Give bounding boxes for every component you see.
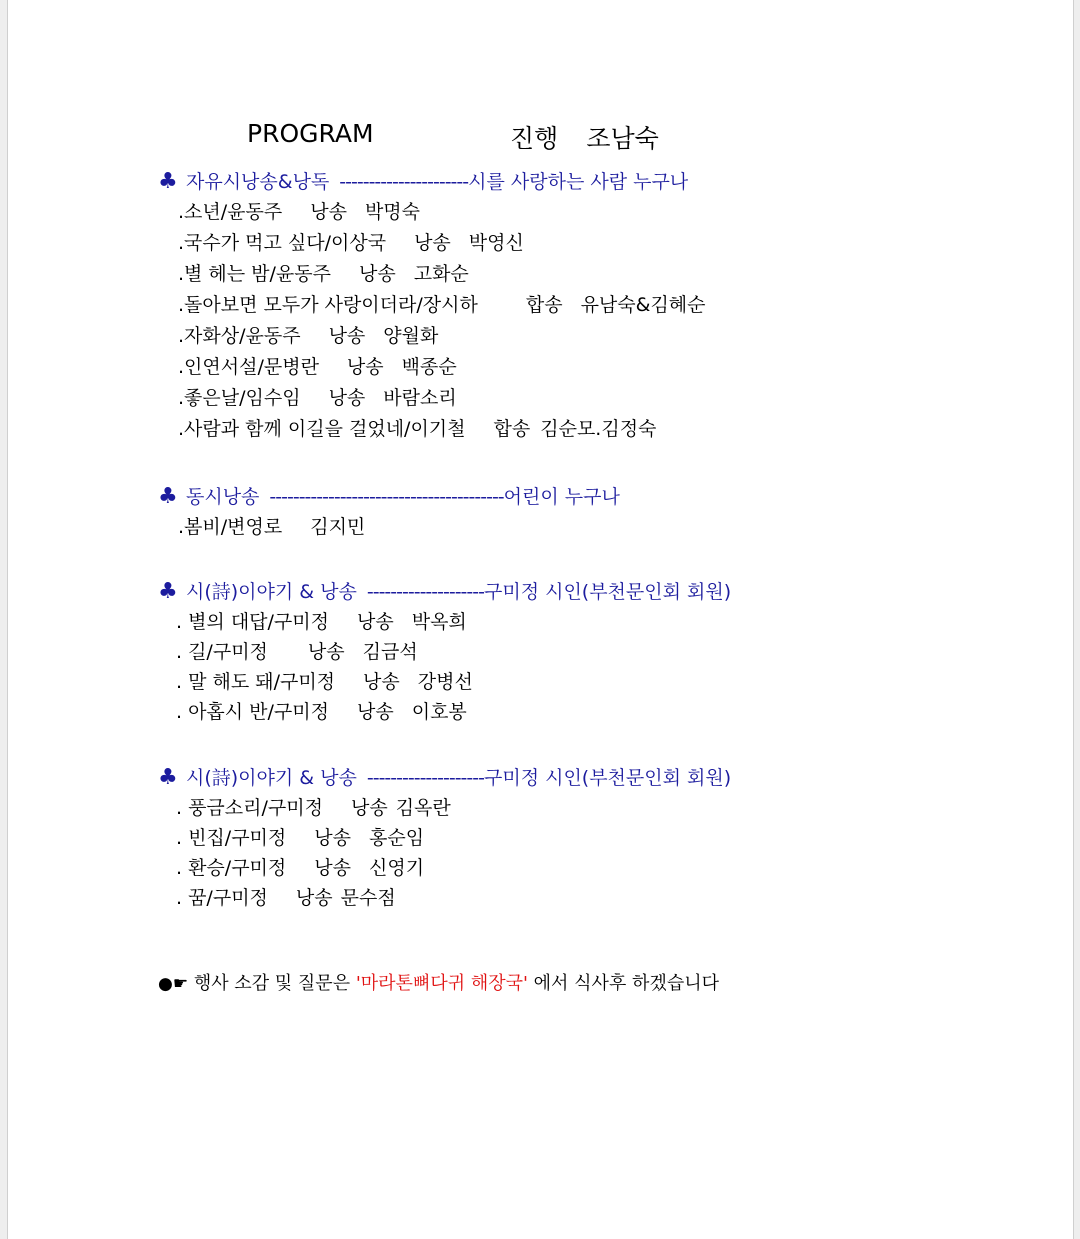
- item-reader: 바람소리: [383, 387, 457, 409]
- list-item: [158, 228, 1018, 259]
- list-item: [158, 259, 1018, 290]
- list-item: [158, 321, 1018, 352]
- list-item: [158, 853, 1018, 883]
- page-right-edge: [1073, 0, 1080, 1239]
- item-work: . 길/구미정: [176, 641, 268, 663]
- item-reader: 홍순임: [368, 827, 425, 849]
- section-title: 동시낭송: [186, 486, 260, 508]
- list-item: [158, 667, 1018, 697]
- section-title-row: [158, 576, 1018, 607]
- item-work: . 빈집/구미정: [176, 827, 287, 849]
- item-role: 낭송: [359, 263, 396, 285]
- item-reader: 박명숙: [364, 201, 420, 223]
- club-icon: ♣: [158, 484, 178, 509]
- host-label: 진행: [510, 124, 559, 153]
- item-role: 낭송: [328, 325, 366, 347]
- list-item: [158, 793, 1018, 823]
- list-item: [158, 637, 1018, 667]
- note-text-after: 에서 식사후 하겠습니다: [533, 973, 719, 994]
- host-name: 조남숙: [586, 124, 659, 153]
- club-icon: ♣: [158, 169, 178, 194]
- item-role: 낭송: [307, 641, 345, 663]
- item-reader: 박옥희: [411, 611, 467, 633]
- item-reader: 강병선: [417, 671, 473, 693]
- section-audience: 어린이 누구나: [503, 486, 620, 508]
- item-role: 합송: [525, 294, 563, 316]
- item-reader: 유남숙&김혜순: [580, 294, 706, 316]
- program-list: [158, 512, 1018, 543]
- item-reader: 백종순: [401, 356, 457, 378]
- section-title-row: [158, 166, 1018, 197]
- item-work: .자화상/윤동주: [178, 325, 301, 347]
- section-title-row: [158, 481, 1018, 512]
- program-list: [158, 607, 1018, 727]
- item-reader: 문수점: [340, 887, 396, 909]
- section-dashes: --------------------: [366, 581, 484, 603]
- section-poetry-talk-1: [158, 576, 1018, 727]
- section-children-poetry: [158, 481, 1018, 543]
- program-list: [158, 793, 1018, 913]
- program-list: [158, 197, 1018, 445]
- item-role: 낭송: [357, 611, 394, 633]
- item-reader: 고화순: [413, 263, 469, 285]
- note-text-before: 행사 소감 및 질문은: [193, 973, 351, 994]
- section-title: 시(詩)이야기 & 낭송: [186, 767, 357, 789]
- item-role: 합송: [493, 418, 531, 440]
- item-reader: 김옥란: [395, 797, 451, 819]
- list-item: [158, 512, 1018, 543]
- list-item: [158, 414, 1018, 445]
- club-icon: ♣: [158, 579, 178, 604]
- list-item: [158, 883, 1018, 913]
- item-work: . 풍금소리/구미정: [176, 797, 323, 819]
- item-work: .소년/윤동주: [178, 201, 283, 223]
- item-reader: 양월화: [383, 325, 439, 347]
- item-work: .좋은날/임수임: [178, 387, 301, 409]
- item-reader: 이호봉: [411, 701, 467, 723]
- program-title: PROGRAM: [247, 119, 374, 148]
- section-poetry-talk-2: [158, 762, 1018, 913]
- club-icon: ♣: [158, 765, 178, 790]
- item-role: 낭송: [328, 387, 366, 409]
- note-venue: '마라톤뼈다귀 해장국': [355, 973, 528, 994]
- section-title: 자유시낭송&낭독: [186, 171, 330, 193]
- item-work: .봄비/변영로: [178, 516, 283, 538]
- list-item: [158, 383, 1018, 414]
- item-work: .인연서설/문병란: [178, 356, 319, 378]
- item-reader: 박영신: [468, 232, 524, 254]
- list-item: [158, 823, 1018, 853]
- item-role: 낭송: [295, 887, 333, 909]
- item-work: .돌아보면 모두가 사랑이더라/장시하: [178, 294, 478, 316]
- item-reader: 신영기: [368, 857, 425, 879]
- list-item: [158, 290, 1018, 321]
- item-work: . 말 해도 돼/구미정: [176, 671, 336, 693]
- list-item: [158, 697, 1018, 727]
- item-work: .사람과 함께 이길을 걸었네/이기철: [178, 418, 466, 440]
- section-audience: 구미정 시인(부천문인회 회원): [483, 581, 732, 603]
- pointing-hand-icon: ●☛: [158, 974, 189, 994]
- list-item: [158, 607, 1018, 637]
- host-line: [510, 119, 659, 155]
- item-role: 낭송: [314, 827, 351, 849]
- list-item: [158, 197, 1018, 228]
- section-title-row: [158, 762, 1018, 793]
- page-left-edge: [0, 0, 8, 1239]
- program-header: [158, 119, 1018, 159]
- section-dashes: --------------------: [366, 767, 484, 789]
- section-free-poetry: [158, 166, 1018, 445]
- item-work: . 아홉시 반/구미정: [176, 701, 329, 723]
- section-title: 시(詩)이야기 & 낭송: [186, 581, 357, 603]
- item-work: . 꿈/구미정: [176, 887, 268, 909]
- item-work: .별 헤는 밤/윤동주: [178, 263, 331, 285]
- item-work: . 환승/구미정: [176, 857, 287, 879]
- item-role: 낭송: [350, 797, 388, 819]
- item-role: 낭송: [363, 671, 400, 693]
- item-role: 낭송: [346, 356, 384, 378]
- item-reader: 김금석: [362, 641, 418, 663]
- section-audience: 구미정 시인(부천문인회 회원): [483, 767, 732, 789]
- document-body: [158, 0, 1018, 1239]
- section-dashes: ----------------------: [339, 171, 469, 193]
- item-reader: 김지민: [310, 516, 366, 538]
- item-work: .국수가 먹고 싶다/이상국: [178, 232, 387, 254]
- item-role: 낭송: [314, 857, 351, 879]
- item-work: . 별의 대답/구미정: [176, 611, 329, 633]
- item-role: 낭송: [414, 232, 451, 254]
- section-audience: 시를 사랑하는 사람 누구나: [468, 171, 689, 193]
- closing-note: [158, 970, 719, 998]
- list-item: [158, 352, 1018, 383]
- item-role: 낭송: [357, 701, 394, 723]
- item-reader: 김순모.김정숙: [540, 418, 657, 440]
- section-dashes: ----------------------------------------: [269, 486, 504, 508]
- item-role: 낭송: [310, 201, 347, 223]
